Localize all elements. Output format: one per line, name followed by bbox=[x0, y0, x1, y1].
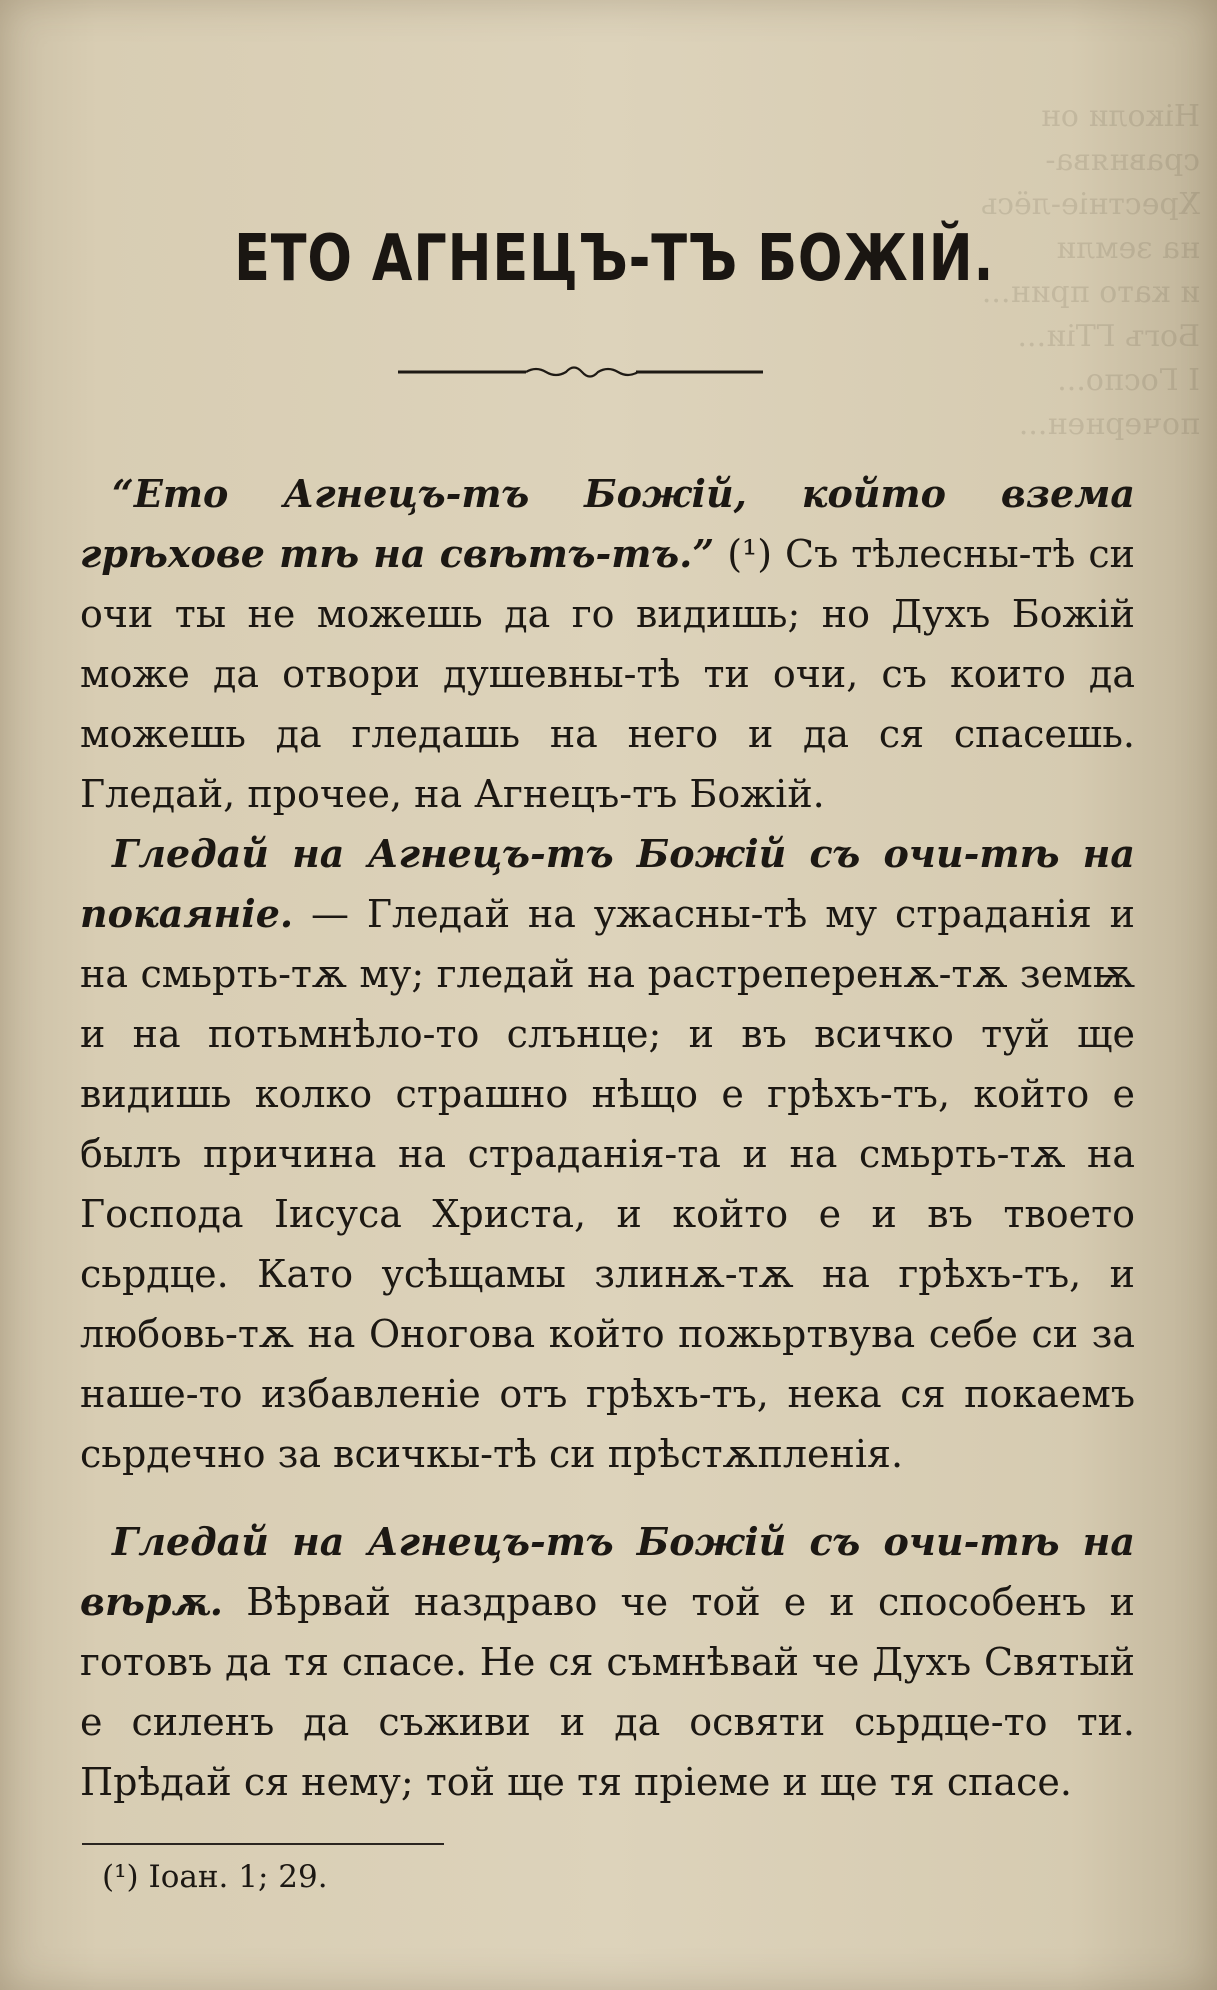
paragraph-3-body: Вѣрвай наздраво че той е и способенъ и готовъ да тя спасе. Не ся съмнѣвай че Духъ Святый е силенъ да съживи и да освяти сьрдце-то ти. Прѣдай ся нему; той ще тя пріеме и ще тя спасе. bbox=[80, 1580, 1135, 1804]
paragraph-3 bbox=[80, 1512, 1135, 1812]
title-ornament-rule bbox=[398, 362, 763, 382]
body-text bbox=[80, 464, 1135, 1812]
paragraph-2-body: — Гледай на ужасны-тѣ му страданія и на смьрть-тѫ му; гледай на растреперенѫ-тѫ земѭ и на потьмнѣло-то слънце; и въ всичко туй ще видишь колко страшно нѣщо е грѣхъ-тъ, който е былъ причина на страданія-та и на смьрть-тѫ на Господа Іисуса Христа, и който е и въ твоето сьрдце. Като усѣщамы злинѫ-тѫ на грѣхъ-тъ, и любовь-тѫ на Оногова който пожьртвува себе си за наше-то избавленіе отъ грѣхъ-тъ, нека ся покаемъ сьрдечно за всичкы-тѣ си прѣстѫпленія. bbox=[80, 892, 1135, 1476]
page-title: ЕТО АГНЕЦЪ-ТЪ БОЖІЙ. bbox=[234, 222, 995, 296]
paragraph-2-lead: Гледай на Агнецъ-тъ Божій съ очи-тѣ на покаяніе. bbox=[80, 831, 1135, 936]
paragraph-3-lead: Гледай на Агнецъ-тъ Божій съ очи-тѣ на вѣрѫ. bbox=[80, 1519, 1135, 1624]
paragraph-1 bbox=[80, 464, 1135, 824]
footnote: (¹) Іоан. 1; 29. bbox=[102, 1859, 328, 1895]
bleed-through-text: Ніколи он сравнява- Хрестніе-лёсь на земли и като прин... Богъ ГТіи... І Госпо... почернен... bbox=[980, 99, 1200, 442]
paragraph-2 bbox=[80, 824, 1135, 1484]
footnote-divider bbox=[82, 1843, 444, 1845]
paragraph-1-lead: “Ето Агнецъ-тъ Божій, който взема грѣхове тѣ на свѣтъ-тъ.” bbox=[80, 471, 1135, 576]
paragraph-1-body: (¹) Съ тѣлесны-тѣ си очи ты не можешь да го видишь; но Духъ Божій може да отвори душевны-тѣ ти очи, съ които да можешь да гледашь на него и да ся спасешь. Гледай, прочее, на Агнецъ-тъ Божій. bbox=[80, 532, 1135, 816]
